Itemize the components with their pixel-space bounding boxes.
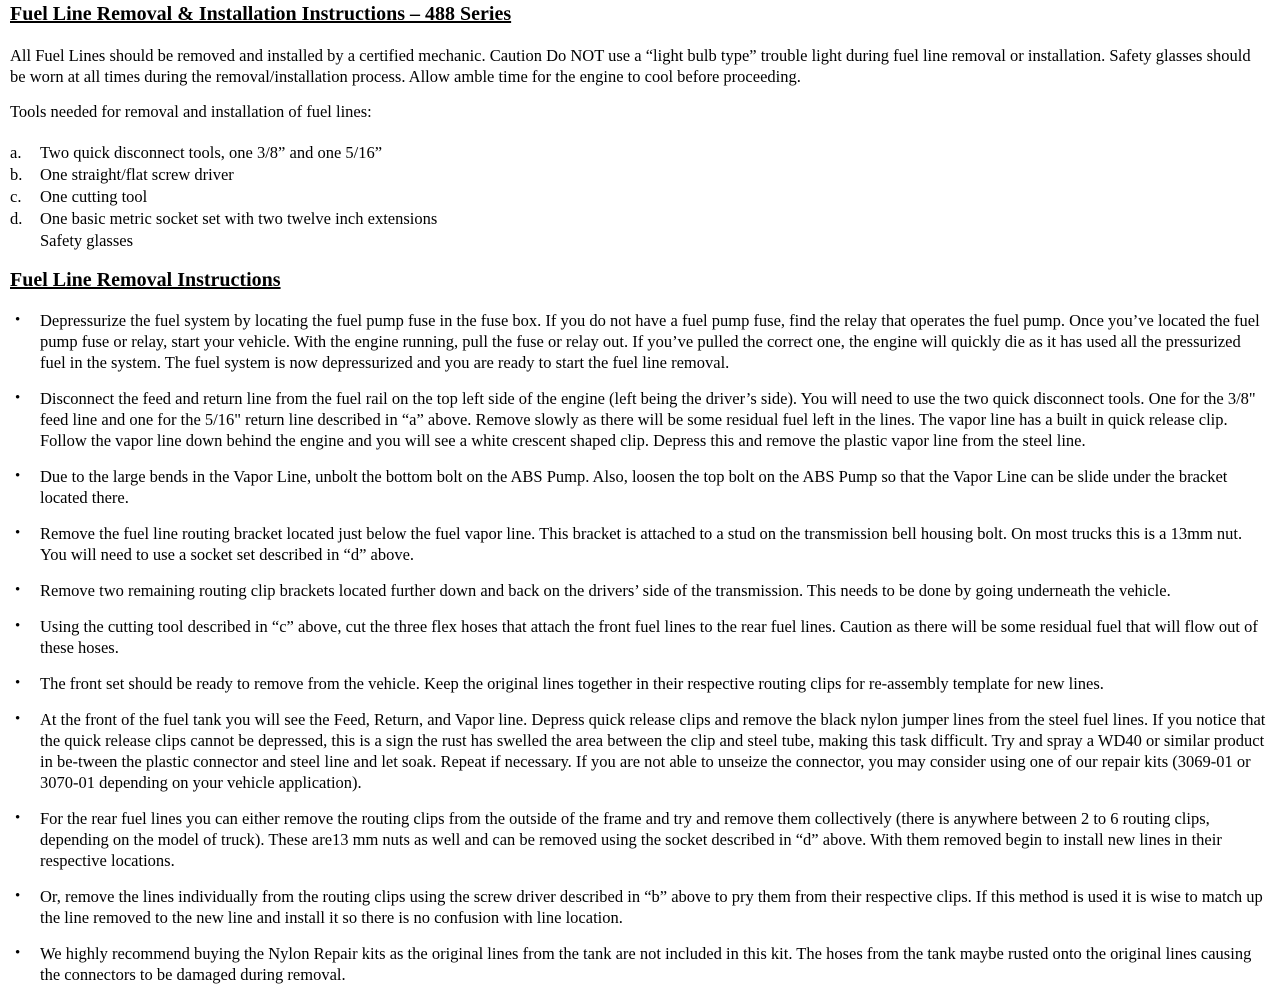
bullet-icon: • (15, 810, 21, 826)
tool-item-label: b. (10, 165, 23, 184)
tool-item-label: c. (10, 187, 22, 206)
tools-list-heading: Tools needed for removal and installation of fuel lines: (10, 102, 372, 121)
tool-item-text: One cutting tool (40, 187, 148, 206)
tool-item-label: a. (10, 143, 22, 162)
tool-item-c (10, 186, 1266, 208)
tool-item-text: One straight/flat screw driver (40, 165, 234, 184)
removal-step-text: Using the cutting tool described in “c” above, cut the three flex hoses that attach the front fuel lines to the rear fuel lines. Caution as there will be some residual fuel that will flow out of these hoses. (40, 617, 1258, 657)
intro-paragraph: All Fuel Lines should be removed and installed by a certified mechanic. Caution Do NOT use a “light bulb type” trouble light during fuel line removal or installation. Safety glasses should be worn at all times during the removal/installation process. Allow amble time for the engine to cool before proceeding. (10, 46, 1251, 86)
removal-step-5 (10, 580, 1266, 601)
removal-step-1 (10, 310, 1266, 373)
removal-step-text: Remove two remaining routing clip brackets located further down and back on the drivers’ side of the transmission. This needs to be done by going underneath the vehicle. (40, 581, 1171, 600)
removal-step-10 (10, 886, 1266, 928)
removal-step-text: At the front of the fuel tank you will see the Feed, Return, and Vapor line. Depress quick release clips and remove the black nylon jumper lines from the steel fuel lines. If you notice that the quick release clips cannot be depressed, this is a sign the rust has swelled the area between the clip and steel tube, making this task difficult. Try and spray a WD40 or similar product in be-tween the plastic connector and steel line and let soak. Repeat if necessary. If you are not able to unseize the connector, you may consider using one of our repair kits (3069-01 or 3070-01 depending on your vehicle application). (40, 710, 1266, 792)
removal-step-8 (10, 709, 1266, 793)
tool-item-b (10, 164, 1266, 186)
tools-list-continuation: Safety glasses (40, 231, 134, 250)
tool-item-d (10, 208, 1266, 230)
bullet-icon: • (15, 618, 21, 634)
removal-step-text: The front set should be ready to remove from the vehicle. Keep the original lines together in their respective routing clips for re-assembly template for new lines. (40, 674, 1104, 693)
removal-step-11 (10, 943, 1266, 985)
removal-step-7 (10, 673, 1266, 694)
tool-item-label: d. (10, 209, 23, 228)
removal-step-9 (10, 808, 1266, 871)
removal-step-text: Remove the fuel line routing bracket located just below the fuel vapor line. This bracket is attached to a stud on the transmission bell housing bolt. On most trucks this is a 13mm nut. You will need to use a socket set described in “d” above. (40, 524, 1243, 564)
removal-step-text: Depressurize the fuel system by locating the fuel pump fuse in the fuse box. If you do not have a fuel pump fuse, find the relay that operates the fuel pump. Once you’ve located the fuel pump fuse or relay, start your vehicle. With the engine running, pull the fuse or relay out. If you’ve pulled the correct one, the engine will quickly die as it has used all the pressurized fuel in the system. The fuel system is now depressurized and you are ready to start the fuel line removal. (40, 311, 1260, 372)
tool-item-a (10, 142, 1266, 164)
removal-step-4 (10, 523, 1266, 565)
tool-item-text: Two quick disconnect tools, one 3/8” and one 5/16” (40, 143, 383, 162)
bullet-icon: • (15, 675, 21, 691)
removal-step-text: Or, remove the lines individually from the routing clips using the screw driver described in “b” above to pry them from their respective clips. If this method is used it is wise to match up the line removed to the new line and install it so there is no confusion with line location. (40, 887, 1263, 927)
bullet-icon: • (15, 711, 21, 727)
removal-step-3 (10, 466, 1266, 508)
bullet-icon: • (15, 468, 21, 484)
bullet-icon: • (15, 888, 21, 904)
bullet-icon: • (15, 525, 21, 541)
bullet-icon: • (15, 945, 21, 961)
removal-step-2 (10, 388, 1266, 451)
bullet-icon: • (15, 312, 21, 328)
tool-item-text: One basic metric socket set with two twelve inch extensions (40, 209, 438, 228)
document-title: Fuel Line Removal & Installation Instructions – 488 Series (10, 3, 512, 25)
bullet-icon: • (15, 582, 21, 598)
removal-step-6 (10, 616, 1266, 658)
removal-step-text: We highly recommend buying the Nylon Repair kits as the original lines from the tank are not included in this kit. The hoses from the tank maybe rusted onto the original lines causing the connectors to be damaged during removal. (40, 944, 1252, 984)
section-heading-removal: Fuel Line Removal Instructions (10, 269, 281, 291)
bullet-icon: • (15, 390, 21, 406)
tools-list (10, 142, 1266, 252)
removal-step-text: Disconnect the feed and return line from the fuel rail on the top left side of the engine (left being the driver’s side). You will need to use the two quick disconnect tools. One for the 3/8" feed line and one for the 5/16" return line described in “a” above. Remove slowly as there will be some residual fuel left in the lines. The vapor line has a built in quick release clip. Follow the vapor line down behind the engine and you will see a white crescent shaped clip. Depress this and remove the plastic vapor line from the steel line. (40, 389, 1256, 450)
removal-step-text: For the rear fuel lines you can either remove the routing clips from the outside of the frame and try and remove them collectively (there is anywhere between 2 to 6 routing clips, depending on the model of truck). These are13 mm nuts as well and can be removed using the socket described in “d” above. With them removed begin to install new lines in their respective locations. (40, 809, 1222, 870)
removal-steps-list (10, 310, 1266, 985)
removal-step-text: Due to the large bends in the Vapor Line, unbolt the bottom bolt on the ABS Pump. Also, loosen the top bolt on the ABS Pump so that the Vapor Line can be slide under the bracket located there. (40, 467, 1228, 507)
